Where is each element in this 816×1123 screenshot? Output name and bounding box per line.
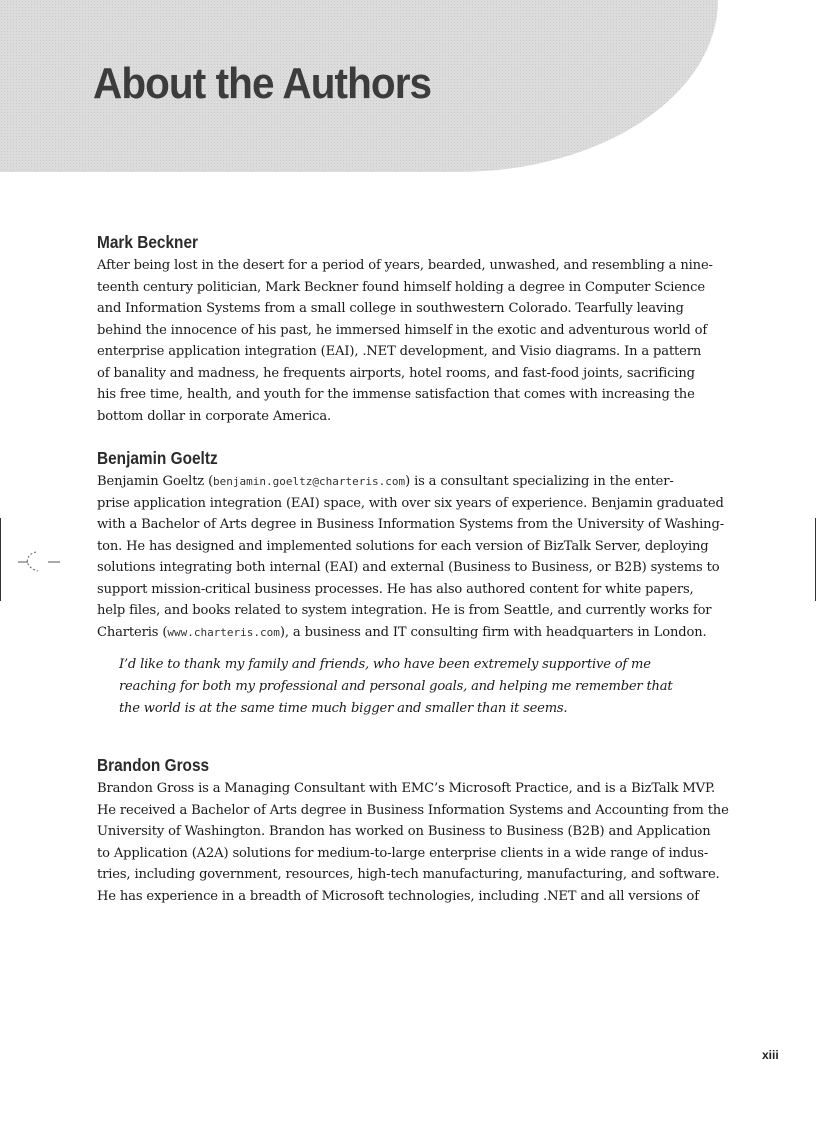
bio-text: Charteris ( (97, 624, 168, 640)
bio-line: solutions integrating both internal (EAI) and external (Business to Business, or B2B) systems to (97, 560, 720, 575)
acknowledgment (119, 654, 722, 720)
bio-line: After being lost in the desert for a period of years, bearded, unwashed, and resembling a nine- (97, 258, 713, 273)
bio-line: prise application integration (EAI) space, with over six years of experience. Benjamin graduated (97, 495, 724, 511)
bio-line: ton. He has designed and implemented solutions for each version of BizTalk Server, deploying (97, 538, 709, 554)
author-bio (97, 471, 722, 643)
author-section-gross (97, 752, 729, 907)
ack-line: the world is at the same time much bigger and smaller than it seems. (119, 701, 568, 716)
bio-line: teenth century politician, Mark Beckner found himself holding a degree in Computer Science (97, 279, 705, 295)
crop-mark-icon (18, 548, 62, 576)
author-section-beckner (97, 229, 722, 427)
email-link[interactable]: benjamin.goeltz@charteris.com (213, 475, 406, 488)
bio-line: behind the innocence of his past, he immersed himself in the exotic and adventurous world of (97, 322, 708, 338)
author-bio (97, 778, 729, 907)
authors-content (97, 229, 729, 925)
bio-line: with a Bachelor of Arts degree in Business Information Systems from the University of Washing- (97, 517, 724, 532)
bio-line: to Application (A2A) solutions for medium-to-large enterprise clients in a wide range of indus- (97, 845, 709, 861)
bio-line: his free time, health, and youth for the immense satisfaction that comes with increasing the (97, 387, 695, 402)
page-number: xiii (762, 1048, 779, 1062)
bio-text: ) is a consultant specializing in the enter- (405, 474, 674, 489)
author-name: Brandon Gross (97, 755, 210, 775)
bio-line: support mission-critical business processes. He has also authored content for white papers, (97, 581, 694, 597)
bio-line: He received a Bachelor of Arts degree in Business Information Systems and Accounting from the (97, 802, 729, 818)
bio-line: enterprise application integration (EAI), .NET development, and Visio diagrams. In a pattern (97, 344, 702, 359)
ack-line: reaching for both my professional and personal goals, and helping me remember that (119, 679, 673, 694)
bio-line: of banality and madness, he frequents airports, hotel rooms, and fast-food joints, sacrificing (97, 365, 695, 381)
author-bio (97, 255, 722, 427)
author-name: Mark Beckner (97, 232, 199, 252)
website-link[interactable]: www.charteris.com (167, 625, 280, 639)
bio-line: tries, including government, resources, high-tech manufacturing, manufacturing, and software. (97, 867, 720, 882)
bio-text: ), a business and IT consulting firm with headquarters in London. (279, 624, 707, 640)
bio-line: University of Washington. Brandon has worked on Business to Business (B2B) and Application (97, 824, 711, 839)
bio-text: Benjamin Goeltz ( (97, 474, 214, 489)
ack-line: I’d like to thank my family and friends, who have been extremely supportive of me (119, 657, 651, 672)
bio-line: He has experience in a breadth of Microsoft technologies, including .NET and all versions of (97, 888, 699, 904)
bio-line (97, 622, 722, 644)
author-section-goeltz (97, 445, 722, 734)
bio-line: and Information Systems from a small college in southwestern Colorado. Tearfully leaving (97, 301, 684, 316)
bio-line: bottom dollar in corporate America. (97, 408, 331, 424)
author-name: Benjamin Goeltz (97, 448, 218, 468)
bio-line: help files, and books related to system integration. He is from Seattle, and currently works for (97, 603, 712, 618)
bio-line (97, 471, 722, 493)
page-title: About the Authors (93, 59, 432, 108)
bio-line: Brandon Gross is a Managing Consultant with EMC’s Microsoft Practice, and is a BizTalk MVP. (97, 781, 715, 796)
margin-line-left (0, 518, 1, 601)
